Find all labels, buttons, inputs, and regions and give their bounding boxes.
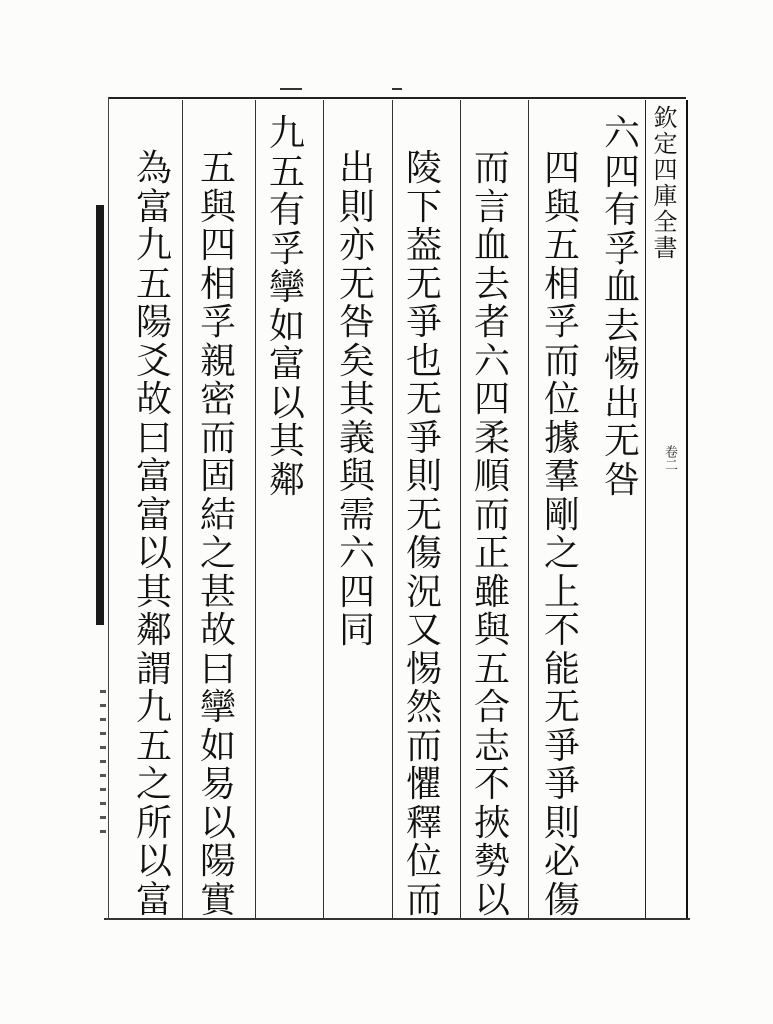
character: 固 xyxy=(199,456,236,497)
character: 其 xyxy=(338,379,375,420)
character: 勢 xyxy=(473,841,510,882)
character: 曰 xyxy=(135,417,172,459)
character: 五 xyxy=(268,151,305,193)
character: 與 xyxy=(473,610,510,651)
character: 陽 xyxy=(135,302,172,343)
character: 其 xyxy=(135,571,172,613)
binding-edge-bar xyxy=(96,205,104,625)
character: 无 xyxy=(603,421,640,462)
character: 以 xyxy=(135,533,172,574)
character: 攣 xyxy=(199,687,236,728)
character: 然 xyxy=(405,687,442,728)
character: 六 xyxy=(338,533,375,574)
character: 爻 xyxy=(135,340,172,382)
column-rule xyxy=(528,100,529,918)
character: 无 xyxy=(338,263,375,305)
character: 而 xyxy=(405,725,442,767)
character: 惕 xyxy=(603,344,640,385)
top-tick-mark xyxy=(280,88,302,90)
character: 陽 xyxy=(199,841,236,882)
character: 矣 xyxy=(338,340,375,382)
character: 九 xyxy=(135,687,172,728)
character: 咎 xyxy=(338,302,375,343)
character: 血 xyxy=(473,225,510,266)
character: 咎 xyxy=(603,459,640,501)
character: 五 xyxy=(135,725,172,767)
column-rule xyxy=(323,100,324,918)
character: 羣 xyxy=(543,456,580,497)
character: 必 xyxy=(543,841,580,882)
top-tick-mark xyxy=(392,88,402,90)
character: 則 xyxy=(405,456,442,497)
character: 言 xyxy=(473,186,510,228)
character: 五 xyxy=(543,225,580,266)
character: 正 xyxy=(473,533,510,574)
character: 而 xyxy=(473,148,510,189)
character: 故 xyxy=(199,610,236,651)
character: 以 xyxy=(135,841,172,882)
character: 四 xyxy=(338,571,375,613)
character: 惕 xyxy=(405,648,442,690)
character: 相 xyxy=(199,263,236,305)
character: 傷 xyxy=(543,879,580,921)
character: 也 xyxy=(405,340,442,382)
character: 血 xyxy=(603,267,640,308)
character: 如 xyxy=(268,305,305,347)
character: 无 xyxy=(543,687,580,728)
character: 鄰 xyxy=(268,459,305,501)
character: 謂 xyxy=(135,648,172,690)
character: 出 xyxy=(338,148,375,189)
character: 以 xyxy=(199,802,236,844)
character: 爭 xyxy=(405,417,442,459)
character: 者 xyxy=(473,302,510,343)
character: 與 xyxy=(199,186,236,228)
character: 據 xyxy=(543,417,580,459)
character: 而 xyxy=(405,879,442,921)
text-column xyxy=(196,150,240,920)
character: 孚 xyxy=(199,302,236,343)
character: 葢 xyxy=(405,225,442,266)
text-column xyxy=(132,150,176,920)
frame-left-border xyxy=(108,97,109,920)
character: 爭 xyxy=(405,302,442,343)
character: 四 xyxy=(199,225,236,266)
column-rule xyxy=(460,100,461,918)
character: 釋 xyxy=(405,802,442,844)
character: 出 xyxy=(603,382,640,424)
text-column xyxy=(470,150,514,920)
character: 位 xyxy=(543,379,580,420)
character: 雖 xyxy=(473,571,510,613)
character: 而 xyxy=(543,340,580,382)
volume-label: 卷二 xyxy=(662,445,677,471)
character: 結 xyxy=(199,494,236,536)
character: 九 xyxy=(135,225,172,266)
book-title: 欽定四庫全書 xyxy=(649,105,677,261)
character: 以 xyxy=(268,382,305,424)
character: 有 xyxy=(603,190,640,231)
character: 九 xyxy=(268,113,305,154)
character: 无 xyxy=(405,263,442,305)
character: 爭 xyxy=(543,725,580,767)
character: 攣 xyxy=(268,267,305,308)
character: 實 xyxy=(199,879,236,921)
character: 需 xyxy=(338,494,375,536)
character: 无 xyxy=(405,379,442,420)
text-column xyxy=(540,150,584,920)
character: 懼 xyxy=(405,764,442,805)
character: 有 xyxy=(268,190,305,231)
character: 六 xyxy=(473,340,510,382)
character: 富 xyxy=(135,494,172,536)
character: 順 xyxy=(473,456,510,497)
character: 富 xyxy=(135,186,172,228)
text-column xyxy=(335,150,379,651)
frame-top-border xyxy=(108,97,686,99)
character: 所 xyxy=(135,802,172,844)
character: 不 xyxy=(473,764,510,805)
character: 位 xyxy=(405,841,442,882)
character: 同 xyxy=(338,610,375,651)
character: 故 xyxy=(135,379,172,420)
frame-bottom-border xyxy=(104,918,690,920)
character: 富 xyxy=(268,344,305,385)
character: 五 xyxy=(473,648,510,690)
character: 合 xyxy=(473,687,510,728)
character: 相 xyxy=(543,263,580,305)
character: 則 xyxy=(543,802,580,844)
character: 上 xyxy=(543,571,580,613)
character: 易 xyxy=(199,764,236,805)
character: 四 xyxy=(543,148,580,189)
character: 四 xyxy=(603,151,640,193)
character: 與 xyxy=(543,186,580,228)
character: 不 xyxy=(543,610,580,651)
character: 如 xyxy=(199,725,236,767)
character: 而 xyxy=(473,494,510,536)
character: 而 xyxy=(199,417,236,459)
character: 況 xyxy=(405,571,442,613)
character: 又 xyxy=(405,610,442,651)
character: 與 xyxy=(338,456,375,497)
character: 去 xyxy=(603,305,640,347)
character: 六 xyxy=(603,113,640,154)
text-column xyxy=(600,115,644,500)
character: 陵 xyxy=(405,148,442,189)
character: 則 xyxy=(338,186,375,228)
character: 傷 xyxy=(405,533,442,574)
text-column xyxy=(402,150,446,920)
character: 孚 xyxy=(603,228,640,270)
character: 柔 xyxy=(473,417,510,459)
character: 去 xyxy=(473,263,510,305)
character: 之 xyxy=(199,533,236,574)
character: 五 xyxy=(135,263,172,305)
character: 富 xyxy=(135,879,172,921)
character: 五 xyxy=(199,148,236,189)
character: 孚 xyxy=(268,228,305,270)
character: 為 xyxy=(135,148,172,189)
character: 挾 xyxy=(473,802,510,844)
character: 四 xyxy=(473,379,510,420)
character: 下 xyxy=(405,186,442,228)
character: 孚 xyxy=(543,302,580,343)
character: 之 xyxy=(543,533,580,574)
binding-dots xyxy=(100,690,106,840)
character: 志 xyxy=(473,725,510,767)
character: 義 xyxy=(338,417,375,459)
column-rule xyxy=(182,100,183,918)
character: 其 xyxy=(268,421,305,462)
text-column xyxy=(265,115,309,500)
column-rule xyxy=(392,100,393,918)
character: 亦 xyxy=(338,225,375,266)
character: 甚 xyxy=(199,571,236,613)
character: 无 xyxy=(405,494,442,536)
character: 爭 xyxy=(543,764,580,805)
character: 鄰 xyxy=(135,610,172,651)
character: 富 xyxy=(135,456,172,497)
character: 剛 xyxy=(543,494,580,536)
character: 親 xyxy=(199,340,236,382)
character: 密 xyxy=(199,379,236,420)
character: 之 xyxy=(135,764,172,805)
column-rule xyxy=(255,100,256,918)
character: 能 xyxy=(543,648,580,690)
character: 以 xyxy=(473,879,510,921)
character: 曰 xyxy=(199,648,236,690)
